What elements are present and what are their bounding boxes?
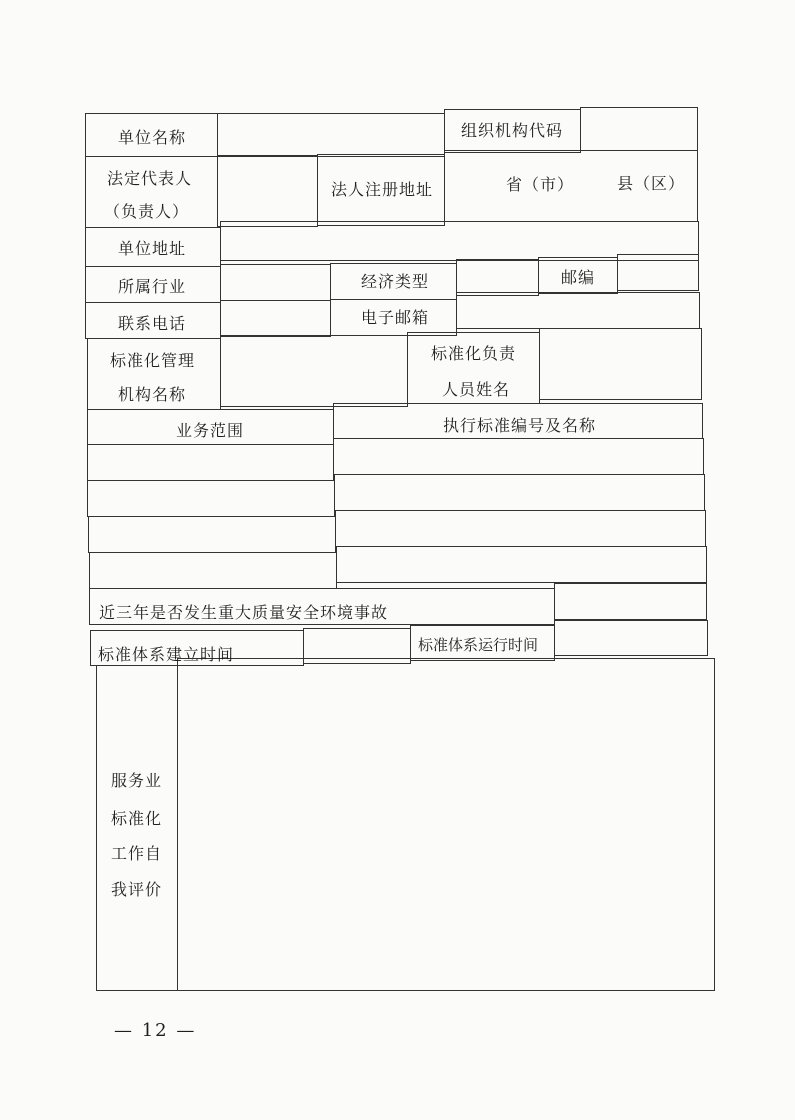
- system-established-label: 标准体系建立时间: [98, 645, 235, 664]
- economic-type-label: 经济类型: [361, 272, 430, 291]
- standards-header: 执行标准编号及名称: [443, 416, 597, 435]
- org-code-field[interactable]: [580, 107, 698, 151]
- phone-label: 联系电话: [118, 314, 187, 333]
- economic-type-field[interactable]: [456, 259, 539, 296]
- legal-address-label: 法人注册地址: [331, 180, 434, 199]
- industry-field[interactable]: [220, 264, 331, 301]
- business-scope-field-1[interactable]: [87, 444, 334, 481]
- postcode-label: 邮编: [561, 268, 596, 287]
- accident-question-field[interactable]: [554, 583, 707, 620]
- unit-name-label: 单位名称: [118, 128, 187, 147]
- accident-question-label: 近三年是否发生重大质量安全环境事故: [99, 603, 389, 622]
- email-label: 电子邮箱: [361, 308, 430, 327]
- business-scope-header: 业务范围: [176, 421, 245, 440]
- standards-field-1[interactable]: [333, 438, 704, 475]
- std-person-field[interactable]: [539, 328, 702, 400]
- legal-rep-field[interactable]: [217, 155, 318, 227]
- self-eval-label-line3: 工作自: [111, 844, 163, 863]
- business-scope-field-3[interactable]: [88, 516, 336, 553]
- unit-name-field[interactable]: [217, 113, 445, 157]
- unit-address-label: 单位地址: [118, 239, 187, 258]
- county-label: 县（区）: [617, 174, 686, 193]
- legal-rep-label-line2: （负责人）: [104, 202, 190, 221]
- std-org-label-line2: 机构名称: [118, 385, 187, 404]
- std-org-field[interactable]: [220, 335, 408, 407]
- postcode-field[interactable]: [617, 254, 699, 291]
- self-eval-label-line1: 服务业: [111, 771, 163, 790]
- std-org-label-line1: 标准化管理: [110, 351, 196, 370]
- standards-field-2[interactable]: [334, 474, 705, 511]
- province-label: 省（市）: [506, 175, 575, 194]
- self-eval-field[interactable]: [177, 658, 715, 991]
- standards-field-3[interactable]: [335, 510, 706, 547]
- std-person-label-line1: 标准化负责: [431, 344, 517, 363]
- self-eval-label-cell: [96, 665, 178, 991]
- system-running-label: 标准体系运行时间: [418, 636, 539, 654]
- std-person-label-line2: 人员姓名: [442, 380, 511, 399]
- page-number: — 12 —: [114, 1020, 197, 1041]
- email-field[interactable]: [456, 292, 700, 329]
- self-eval-label-line4: 我评价: [111, 880, 163, 899]
- industry-label: 所属行业: [118, 277, 187, 296]
- business-scope-field-4[interactable]: [89, 552, 337, 589]
- business-scope-field-2[interactable]: [87, 480, 335, 517]
- phone-field[interactable]: [220, 300, 331, 337]
- legal-rep-label-line1: 法定代表人: [107, 169, 193, 188]
- self-eval-label-line2: 标准化: [111, 809, 163, 828]
- org-code-label: 组织机构代码: [461, 121, 564, 140]
- system-running-field[interactable]: [554, 620, 708, 656]
- standards-field-4[interactable]: [336, 546, 707, 583]
